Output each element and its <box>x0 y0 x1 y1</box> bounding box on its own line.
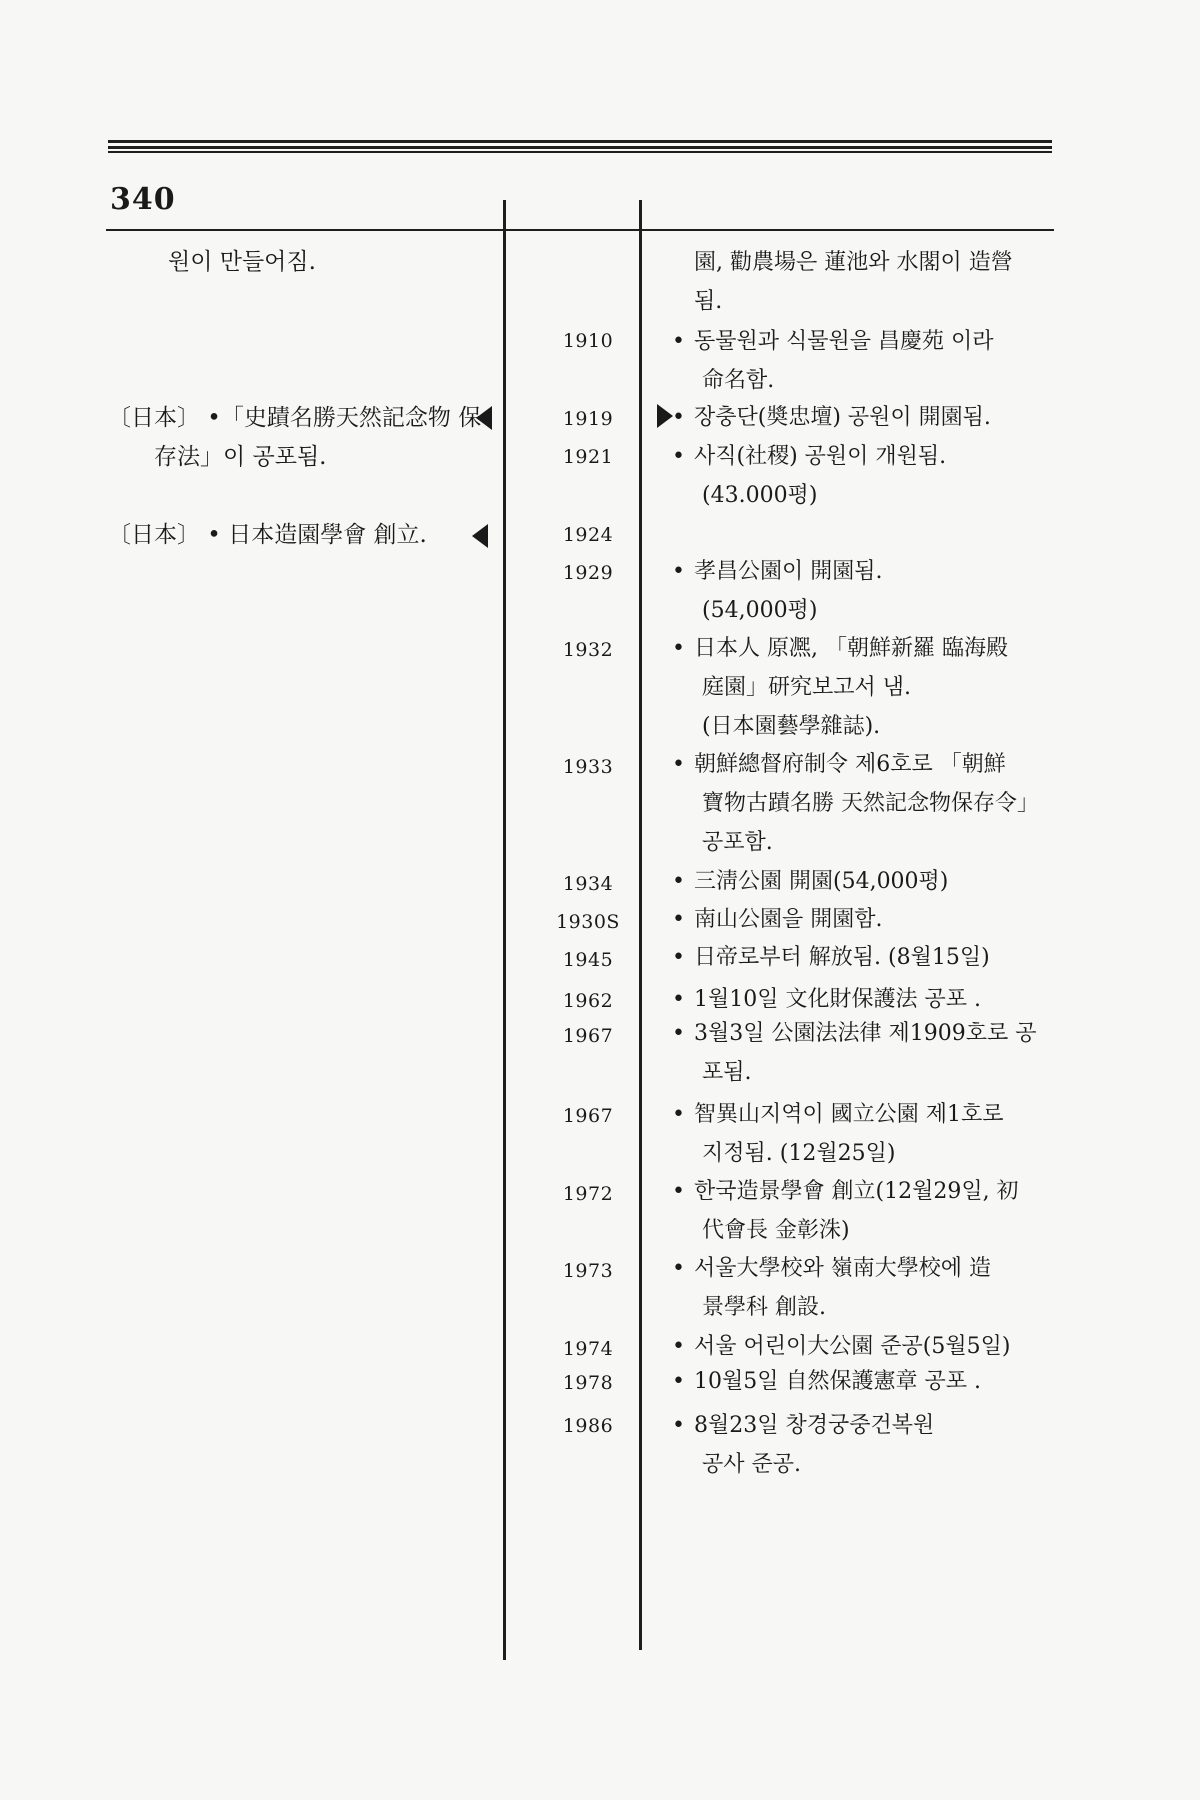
event-entry <box>672 1172 1057 1250</box>
bullet-icon: • <box>672 869 685 894</box>
event-line: 공포함. <box>702 830 773 855</box>
event-line: 공사 준공. <box>702 1452 801 1477</box>
event-line: 10월5일 自然保護憲章 공포 . <box>694 1369 981 1394</box>
event-line: 서울 어린이大公園 준공(5월5일) <box>694 1334 1011 1359</box>
year-label: 1986 <box>562 1415 614 1437</box>
event-line: 南山公園을 開園함. <box>694 907 883 932</box>
event-line: 사직(社稷) 공원이 개원됨. <box>694 444 947 469</box>
year-label: 1962 <box>562 990 614 1012</box>
event-entry <box>672 1406 1057 1484</box>
event-entry <box>672 938 1057 977</box>
right-continuation-line2: 됨. <box>694 289 723 314</box>
event-entry <box>672 552 1057 630</box>
event-line: (43.000평) <box>702 483 818 508</box>
year-label: 1974 <box>562 1338 614 1360</box>
bullet-icon: • <box>672 1369 685 1394</box>
event-entry <box>672 629 1057 746</box>
year-label: 1929 <box>562 562 614 584</box>
event-line: 日帝로부터 解放됨. (8월15일) <box>694 945 990 970</box>
event-line: (日本園藝學雜誌). <box>702 714 881 739</box>
left-entry-japan-law: 〔日本〕 •「史蹟名勝天然記念物 保 <box>108 405 482 431</box>
event-line: 智異山지역이 國立公園 제1호로 <box>694 1102 1004 1127</box>
bullet-icon: • <box>672 907 685 932</box>
event-line: 1월10일 文化財保護法 공포 . <box>694 987 981 1012</box>
bullet-icon: • <box>672 1334 685 1359</box>
bullet-icon: • <box>672 405 685 430</box>
page-number: 340 <box>110 182 176 217</box>
bullet-icon: • <box>672 752 685 777</box>
year-label: 1967 <box>562 1105 614 1127</box>
year-label: 1978 <box>562 1372 614 1394</box>
bullet-icon: • <box>672 636 685 661</box>
year-label: 1967 <box>562 1025 614 1047</box>
header-rule-bottom <box>108 151 1052 153</box>
event-entry <box>672 1249 1057 1327</box>
event-entry <box>672 900 1057 939</box>
event-line: 한국造景學會 創立(12월29일, 初 <box>694 1179 1019 1204</box>
event-entry <box>672 322 1057 400</box>
event-line: 동물원과 식물원을 昌慶苑 이라 <box>694 329 994 354</box>
year-label: 1973 <box>562 1260 614 1282</box>
event-line: (54,000평) <box>702 598 818 623</box>
bullet-icon: • <box>672 1179 685 1204</box>
right-continuation-line1: 園, 勸農場은 蓮池와 水閣이 造營 <box>694 250 1013 275</box>
event-line: 장충단(奬忠壇) 공원이 開園됨. <box>694 405 991 430</box>
event-line: 三淸公園 開園(54,000평) <box>694 869 949 894</box>
bullet-icon: • <box>672 1021 685 1046</box>
bullet-icon: • <box>672 1413 685 1438</box>
event-line: 朝鮮總督府制令 제6호로 「朝鮮 <box>694 752 1006 777</box>
bullet-icon: • <box>672 945 685 970</box>
bullet-icon: • <box>672 329 685 354</box>
event-entry <box>672 1014 1057 1092</box>
year-label: 1945 <box>562 949 614 971</box>
year-label: 1910 <box>562 330 614 352</box>
column-divider-left <box>503 200 506 1660</box>
year-label: 1934 <box>562 873 614 895</box>
arrow-left-icon <box>472 524 488 548</box>
right-continuation <box>672 243 1057 321</box>
event-entry <box>672 1095 1057 1173</box>
event-line: 景學科 創設. <box>702 1295 826 1320</box>
event-line: 命名함. <box>702 368 775 393</box>
left-entry-japan-society: 〔日本〕 • 日本造園學會 創立. <box>108 522 427 548</box>
event-line: 서울大學校와 嶺南大學校에 造 <box>694 1256 991 1281</box>
event-line: 日本人 原凞, 「朝鮮新羅 臨海殿 <box>694 636 1008 661</box>
left-entry-japan-law-line2: 存法」이 공포됨. <box>154 444 327 470</box>
year-label: 1924 <box>562 524 614 546</box>
event-entry <box>672 862 1057 901</box>
event-entry <box>672 1327 1057 1366</box>
year-label: 1921 <box>562 446 614 468</box>
bullet-icon: • <box>672 1256 685 1281</box>
event-entry <box>672 437 1057 515</box>
event-line: 3월3일 公園法法律 제1909호로 공 <box>694 1021 1037 1046</box>
bullet-icon: • <box>672 559 685 584</box>
event-line: 庭園」研究보고서 냄. <box>702 675 911 700</box>
arrow-left-icon <box>476 406 492 430</box>
event-line: 포됨. <box>702 1060 752 1085</box>
arrow-right-icon <box>657 404 673 428</box>
header-rule-middle <box>108 146 1052 149</box>
year-label: 1932 <box>562 639 614 661</box>
column-divider-right <box>639 200 642 1650</box>
event-line: 寶物古蹟名勝 天然記念物保存令」 <box>702 791 1039 816</box>
year-label: 1933 <box>562 756 614 778</box>
bullet-icon: • <box>672 444 685 469</box>
year-label: 1972 <box>562 1183 614 1205</box>
column-header-line <box>106 229 1054 231</box>
header-rule-top <box>108 140 1052 143</box>
event-entry <box>672 398 1057 437</box>
event-line: 지정됨. (12월25일) <box>702 1141 896 1166</box>
event-entry <box>672 745 1057 862</box>
year-label: 1919 <box>562 408 614 430</box>
bullet-icon: • <box>672 1102 685 1127</box>
event-entry <box>672 1362 1057 1401</box>
event-line: 8월23일 창경궁중건복원 <box>694 1413 935 1438</box>
event-line: 代會長 金彰洙) <box>702 1218 850 1243</box>
year-label: 1930S <box>556 911 620 933</box>
bullet-icon: • <box>672 987 685 1012</box>
event-line: 孝昌公園이 開園됨. <box>694 559 883 584</box>
left-continuation-text: 원이 만들어짐. <box>168 249 316 275</box>
